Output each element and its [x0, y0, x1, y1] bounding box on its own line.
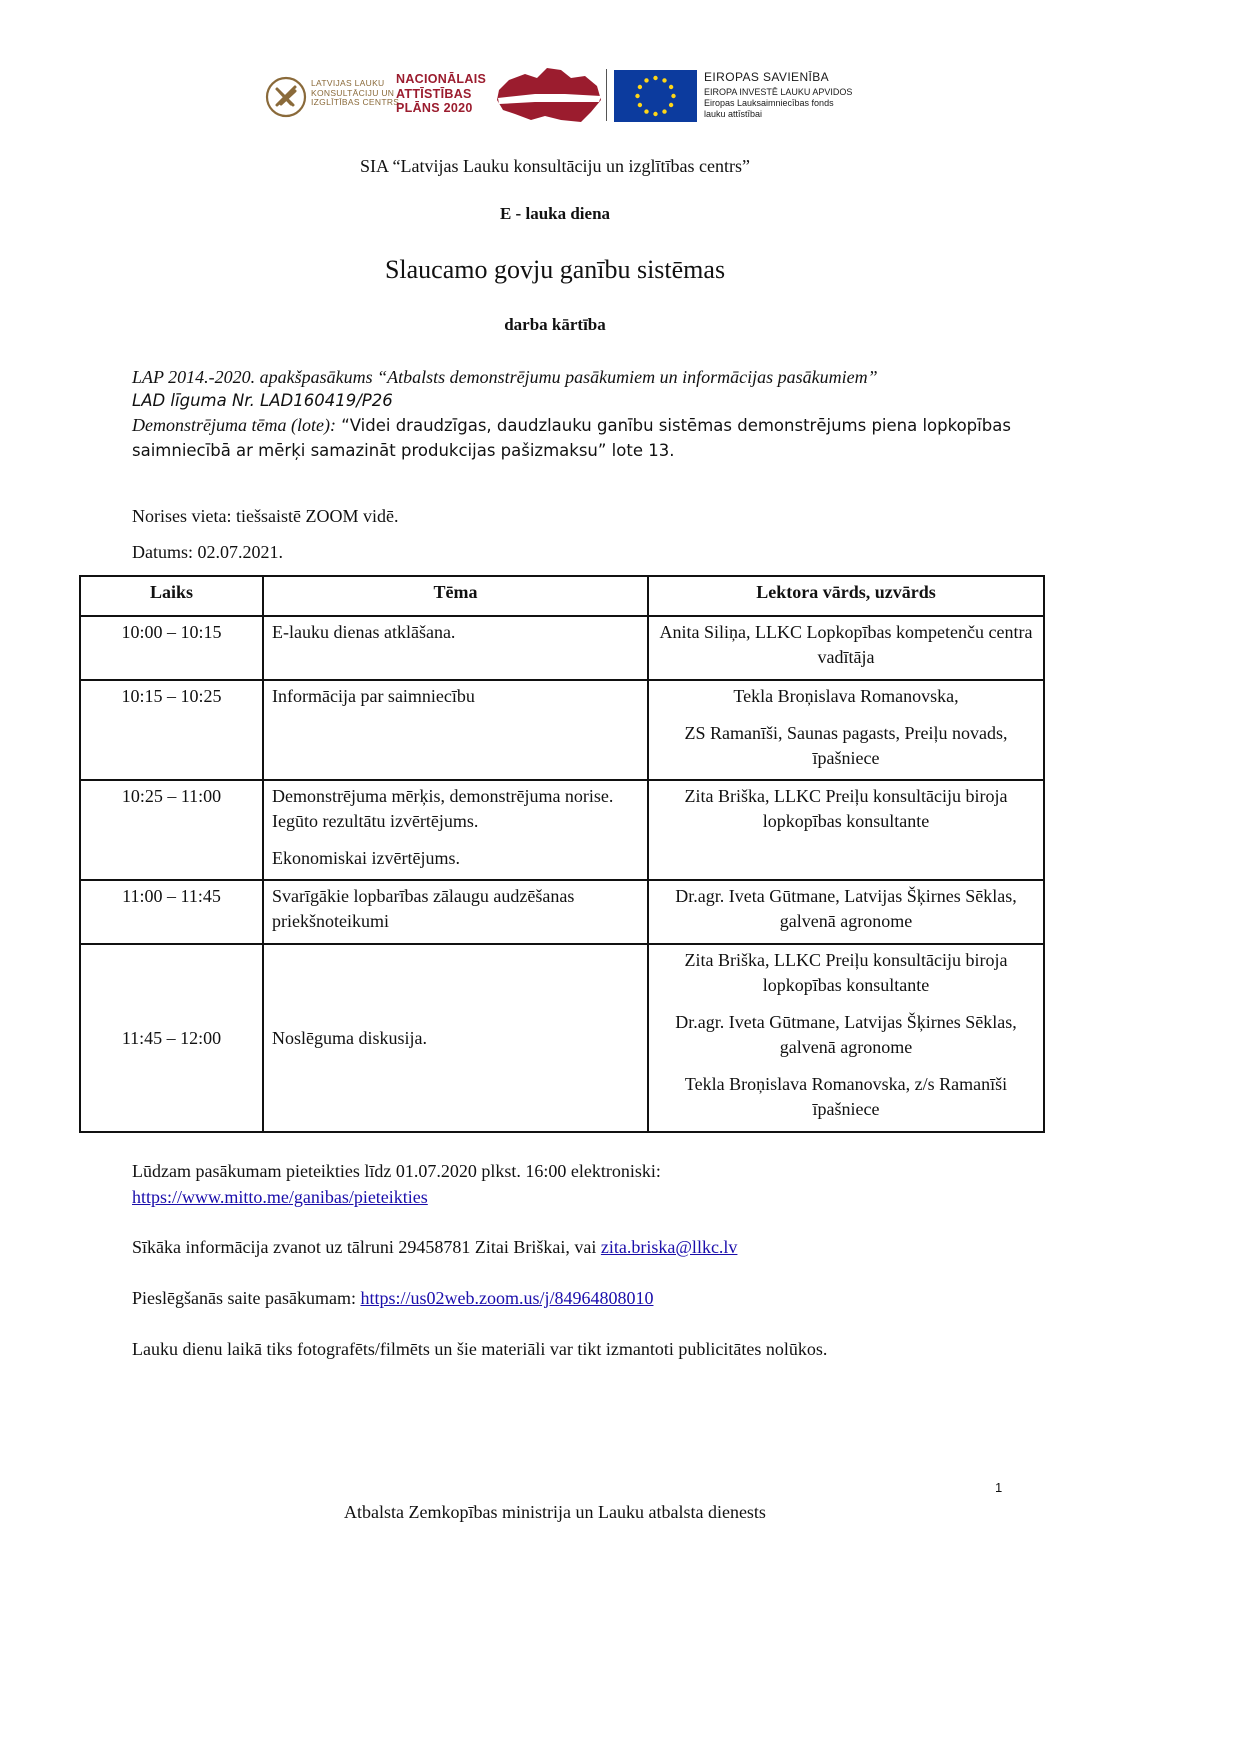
topic-text: Demonstrējuma mērķis, demonstrējuma norise. Iegūto rezultātu izvērtējums. — [272, 786, 614, 831]
zoom-link[interactable]: https://us02web.zoom.us/j/84964808010 — [360, 1288, 654, 1308]
topic-text: Noslēguma diskusija. — [272, 1027, 427, 1048]
latvia-map-icon — [495, 64, 605, 126]
eu-logo-text — [704, 70, 852, 120]
topic-text: E-lauku dienas atklāšana. — [272, 622, 456, 642]
nap-line: NACIONĀLAIS — [396, 72, 487, 86]
nap-line: ATTĪSTĪBAS — [396, 86, 472, 101]
eu-title: EIROPAS SAVIENĪBA — [704, 70, 830, 84]
organization-name: SIA “Latvijas Lauku konsultāciju un izglītības centrs” — [360, 156, 750, 176]
topic-cell — [263, 880, 648, 944]
topic-cell — [263, 680, 648, 780]
llkc-logo — [265, 74, 307, 120]
table-row — [80, 944, 1044, 1132]
eu-stars-icon — [614, 70, 697, 122]
join-info — [132, 1288, 653, 1309]
table-row — [80, 680, 1044, 780]
topic-cell — [263, 616, 648, 680]
header-lecturer: Lektora vārds, uzvārds — [648, 576, 1044, 616]
registration-info — [132, 1158, 661, 1210]
photo-notice: Lauku dienu laikā tiks fotografēts/filmēts un šie materiāli var tikt izmantoti publicitātes nolūkos. — [132, 1339, 828, 1359]
lecturer-text: Zita Briška, LLKC Preiļu konsultāciju biroja lopkopības konsultante — [684, 786, 1008, 831]
lecturer-cell — [648, 880, 1044, 944]
page-number: 1 — [995, 1480, 1003, 1495]
table-row — [80, 616, 1044, 680]
theme-text: “Videi draudzīgas, daudzlauku ganību sistēmas demonstrējums piena lopkopības saimniecībā ar mērķi samazināt produkcijas pašizmaksu” lote 13. — [132, 416, 1011, 460]
time-cell: 10:25 – 11:00 — [80, 780, 263, 880]
lecturer-text: Tekla Broņislava Romanovska, z/s Ramanīši īpašniece — [684, 1074, 1008, 1119]
time-cell: 11:45 – 12:00 — [80, 944, 263, 1132]
time-cell: 11:00 – 11:45 — [80, 880, 263, 944]
lecturer-cell — [648, 616, 1044, 680]
event-date: Datums: 02.07.2021. — [132, 542, 283, 562]
project-line: LAP 2014.-2020. apakšpasākums “Atbalsts demonstrējumu pasākumiem un informācijas pasākumiem” — [132, 367, 878, 387]
llkc-emblem-icon — [265, 74, 307, 120]
contact-email-link[interactable]: zita.briska@llkc.lv — [600, 1237, 738, 1257]
lecturer-cell — [648, 680, 1044, 780]
topic-text: Svarīgākie lopbarības zālaugu audzēšanas priekšnoteikumi — [272, 886, 575, 931]
lecturer-text: Dr.agr. Iveta Gūtmane, Latvijas Šķirnes Sēklas, galvenā agronome — [675, 886, 1017, 931]
llkc-logo-text — [311, 79, 399, 108]
event-place: Norises vieta: tiešsaistē ZOOM vidē. — [132, 506, 399, 526]
nap-logo-text — [396, 72, 486, 116]
logo-divider — [606, 69, 607, 121]
eu-line: lauku attīstībai — [704, 109, 763, 119]
agenda-label: darba kārtība — [504, 315, 606, 334]
contact-text: Sīkāka informācija zvanot uz tālruni 29458781 Zitai Briškai, vai — [132, 1237, 601, 1257]
header-time: Laiks — [80, 576, 263, 616]
project-info — [132, 365, 1012, 463]
llkc-line: KONSULTĀCIJU UN — [311, 87, 395, 98]
contact-info — [132, 1237, 737, 1258]
topic-text: Ekonomiskai izvērtējums. — [272, 848, 460, 868]
schedule-table — [79, 575, 1045, 1133]
topic-cell — [263, 780, 648, 880]
event-type: E - lauka diena — [499, 204, 611, 223]
llkc-line: LATVIJAS LAUKU — [311, 78, 385, 88]
llkc-line: IZGLĪTĪBAS CENTRS — [311, 97, 400, 107]
nap-line: PLĀNS 2020 — [396, 101, 473, 115]
table-header-row — [80, 576, 1044, 616]
lecturer-text: Anita Siliņa, LLKC Lopkopības kompetenču centra vadītāja — [659, 622, 1033, 667]
eu-line: EIROPA INVESTĒ LAUKU APVIDOS — [704, 87, 853, 97]
contract-line: LAD līguma Nr. LAD160419/P26 — [132, 391, 393, 410]
lecturer-text: Zita Briška, LLKC Preiļu konsultāciju biroja lopkopības konsultante — [684, 950, 1008, 995]
eu-line: Eiropas Lauksaimniecības fonds — [704, 98, 834, 108]
time-cell: 10:15 – 10:25 — [80, 680, 263, 780]
theme-label: Demonstrējuma tēma (lote): — [132, 415, 336, 435]
latvia-map-logo — [495, 64, 605, 126]
lecturer-cell — [648, 780, 1044, 880]
eu-flag-logo — [614, 70, 697, 122]
lecturer-text: Dr.agr. Iveta Gūtmane, Latvijas Šķirnes Sēklas, galvenā agronome — [675, 1012, 1017, 1057]
table-row — [80, 780, 1044, 880]
event-title: Slaucamo govju ganību sistēmas — [384, 255, 726, 284]
lecturer-text: ZS Ramanīši, Saunas pagasts, Preiļu novads, īpašniece — [684, 723, 1008, 768]
topic-text: Informācija par saimniecību — [272, 686, 475, 706]
topic-cell — [263, 944, 648, 1132]
table-row — [80, 880, 1044, 944]
support-footer: Atbalsta Zemkopības ministrija un Lauku atbalsta dienests — [344, 1502, 766, 1522]
lecturer-cell — [648, 944, 1044, 1132]
header-topic: Tēma — [263, 576, 648, 616]
registration-link[interactable]: https://www.mitto.me/ganibas/pieteikties — [132, 1187, 428, 1207]
join-text: Pieslēgšanās saite pasākumam: — [132, 1288, 361, 1308]
lecturer-text: Tekla Broņislava Romanovska, — [733, 686, 959, 706]
time-cell: 10:00 – 10:15 — [80, 616, 263, 680]
registration-text: Lūdzam pasākumam pieteikties līdz 01.07.2020 plkst. 16:00 elektroniski: — [132, 1161, 661, 1181]
